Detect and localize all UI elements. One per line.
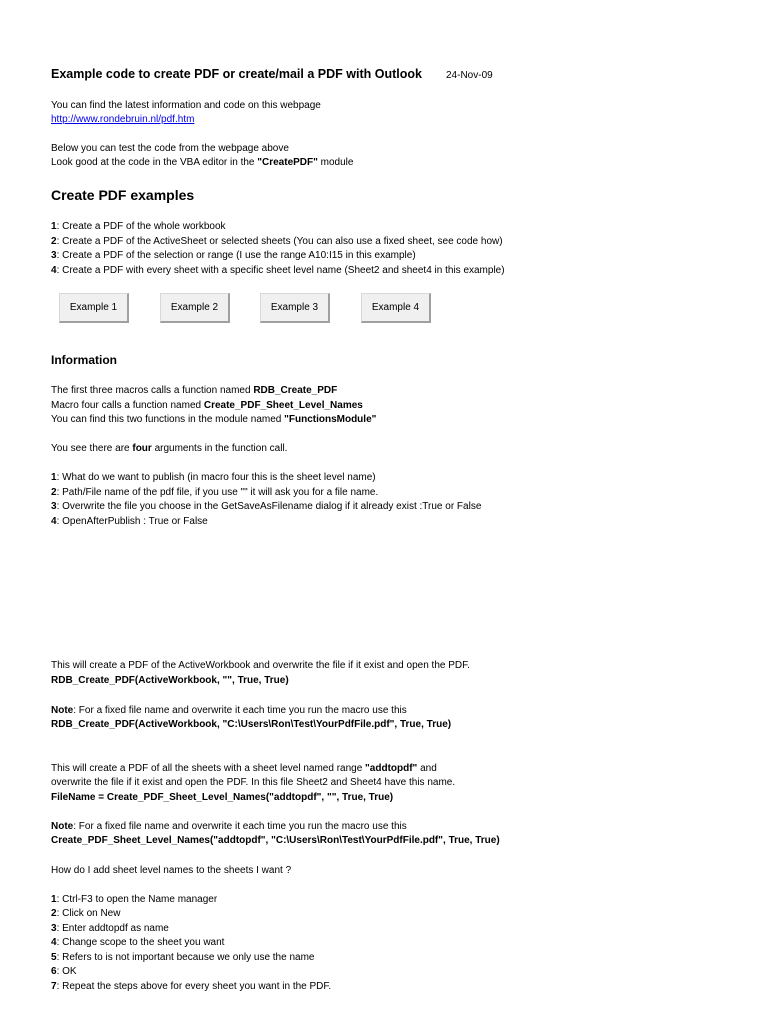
argument-item-1: 1: What do we want to publish (in macro four this is the sheet level name) [51,472,376,483]
example-item-1: 1: Create a PDF of the whole workbook [51,221,226,232]
step-item-4: 4: Change scope to the sheet you want [51,937,225,948]
usage-text-2: This will create a PDF of all the sheets with a sheet level named range "addtopdf" and [51,763,437,774]
example-2-button[interactable]: Example 2 [160,293,230,323]
date-label: 24-Nov-09 [446,70,493,81]
note-2: Note: For a fixed file name and overwrite it each time you run the macro use this [51,821,407,832]
usage-text-1: This will create a PDF of the ActiveWorkbook and overwrite the file if it exist and open the PDF. [51,660,470,671]
intro-text-2: Below you can test the code from the webpage above [51,143,289,154]
code-line-1: RDB_Create_PDF(ActiveWorkbook, "", True, True) [51,675,289,686]
argument-item-4: 4: OpenAfterPublish : True or False [51,516,208,527]
argument-item-3: 3: Overwrite the file you choose in the GetSaveAsFilename dialog if it already exist :True or False [51,501,482,512]
code-line-2: RDB_Create_PDF(ActiveWorkbook, "C:\Users\Ron\Test\YourPdfFile.pdf", True, True) [51,719,452,730]
page-title: Example code to create PDF or create/mail a PDF with Outlook [51,67,422,81]
info-text-1: The first three macros calls a function named RDB_Create_PDF [51,385,338,396]
step-item-5: 5: Refers to is not important because we only use the name [51,952,315,963]
usage-text-3: overwrite the file if it exist and open the PDF. In this file Sheet2 and Sheet4 have this name. [51,777,456,788]
example-3-button[interactable]: Example 3 [260,293,330,323]
example-item-3: 3: Create a PDF of the selection or range (I use the range A10:I15 in this example) [51,250,416,261]
code-line-3: FileName = Create_PDF_Sheet_Level_Names("addtopdf", "", True, True) [51,792,394,803]
info-text-3: You can find this two functions in the module named "FunctionsModule" [51,414,377,425]
info-text-2: Macro four calls a function named Create_PDF_Sheet_Level_Names [51,400,363,411]
examples-heading: Create PDF examples [51,187,195,203]
note-1: Note: For a fixed file name and overwrite it each time you run the macro use this [51,705,407,716]
code-line-4: Create_PDF_Sheet_Level_Names("addtopdf", "C:\Users\Ron\Test\YourPdfFile.pdf", True, True) [51,835,500,846]
info-text-4: You see there are four arguments in the function call. [51,443,288,454]
step-item-1: 1: Ctrl-F3 to open the Name manager [51,894,218,905]
webpage-link[interactable]: http://www.rondebruin.nl/pdf.htm [51,114,195,125]
intro-text-3: Look good at the code in the VBA editor in the "CreatePDF" module [51,157,354,168]
example-item-2: 2: Create a PDF of the ActiveSheet or selected sheets (You can also use a fixed sheet, see code how) [51,236,503,247]
intro-text: You can find the latest information and code on this webpage [51,100,321,111]
step-item-2: 2: Click on New [51,908,121,919]
example-4-button[interactable]: Example 4 [361,293,431,323]
howto-question: How do I add sheet level names to the sheets I want ? [51,865,292,876]
step-item-7: 7: Repeat the steps above for every sheet you want in the PDF. [51,981,332,992]
argument-item-2: 2: Path/File name of the pdf file, if you use "" it will ask you for a file name. [51,487,379,498]
example-1-button[interactable]: Example 1 [59,293,129,323]
step-item-3: 3: Enter addtopdf as name [51,923,169,934]
example-item-4: 4: Create a PDF with every sheet with a specific sheet level name (Sheet2 and sheet4 in this example) [51,265,505,276]
information-heading: Information [51,353,117,367]
step-item-6: 6: OK [51,966,77,977]
